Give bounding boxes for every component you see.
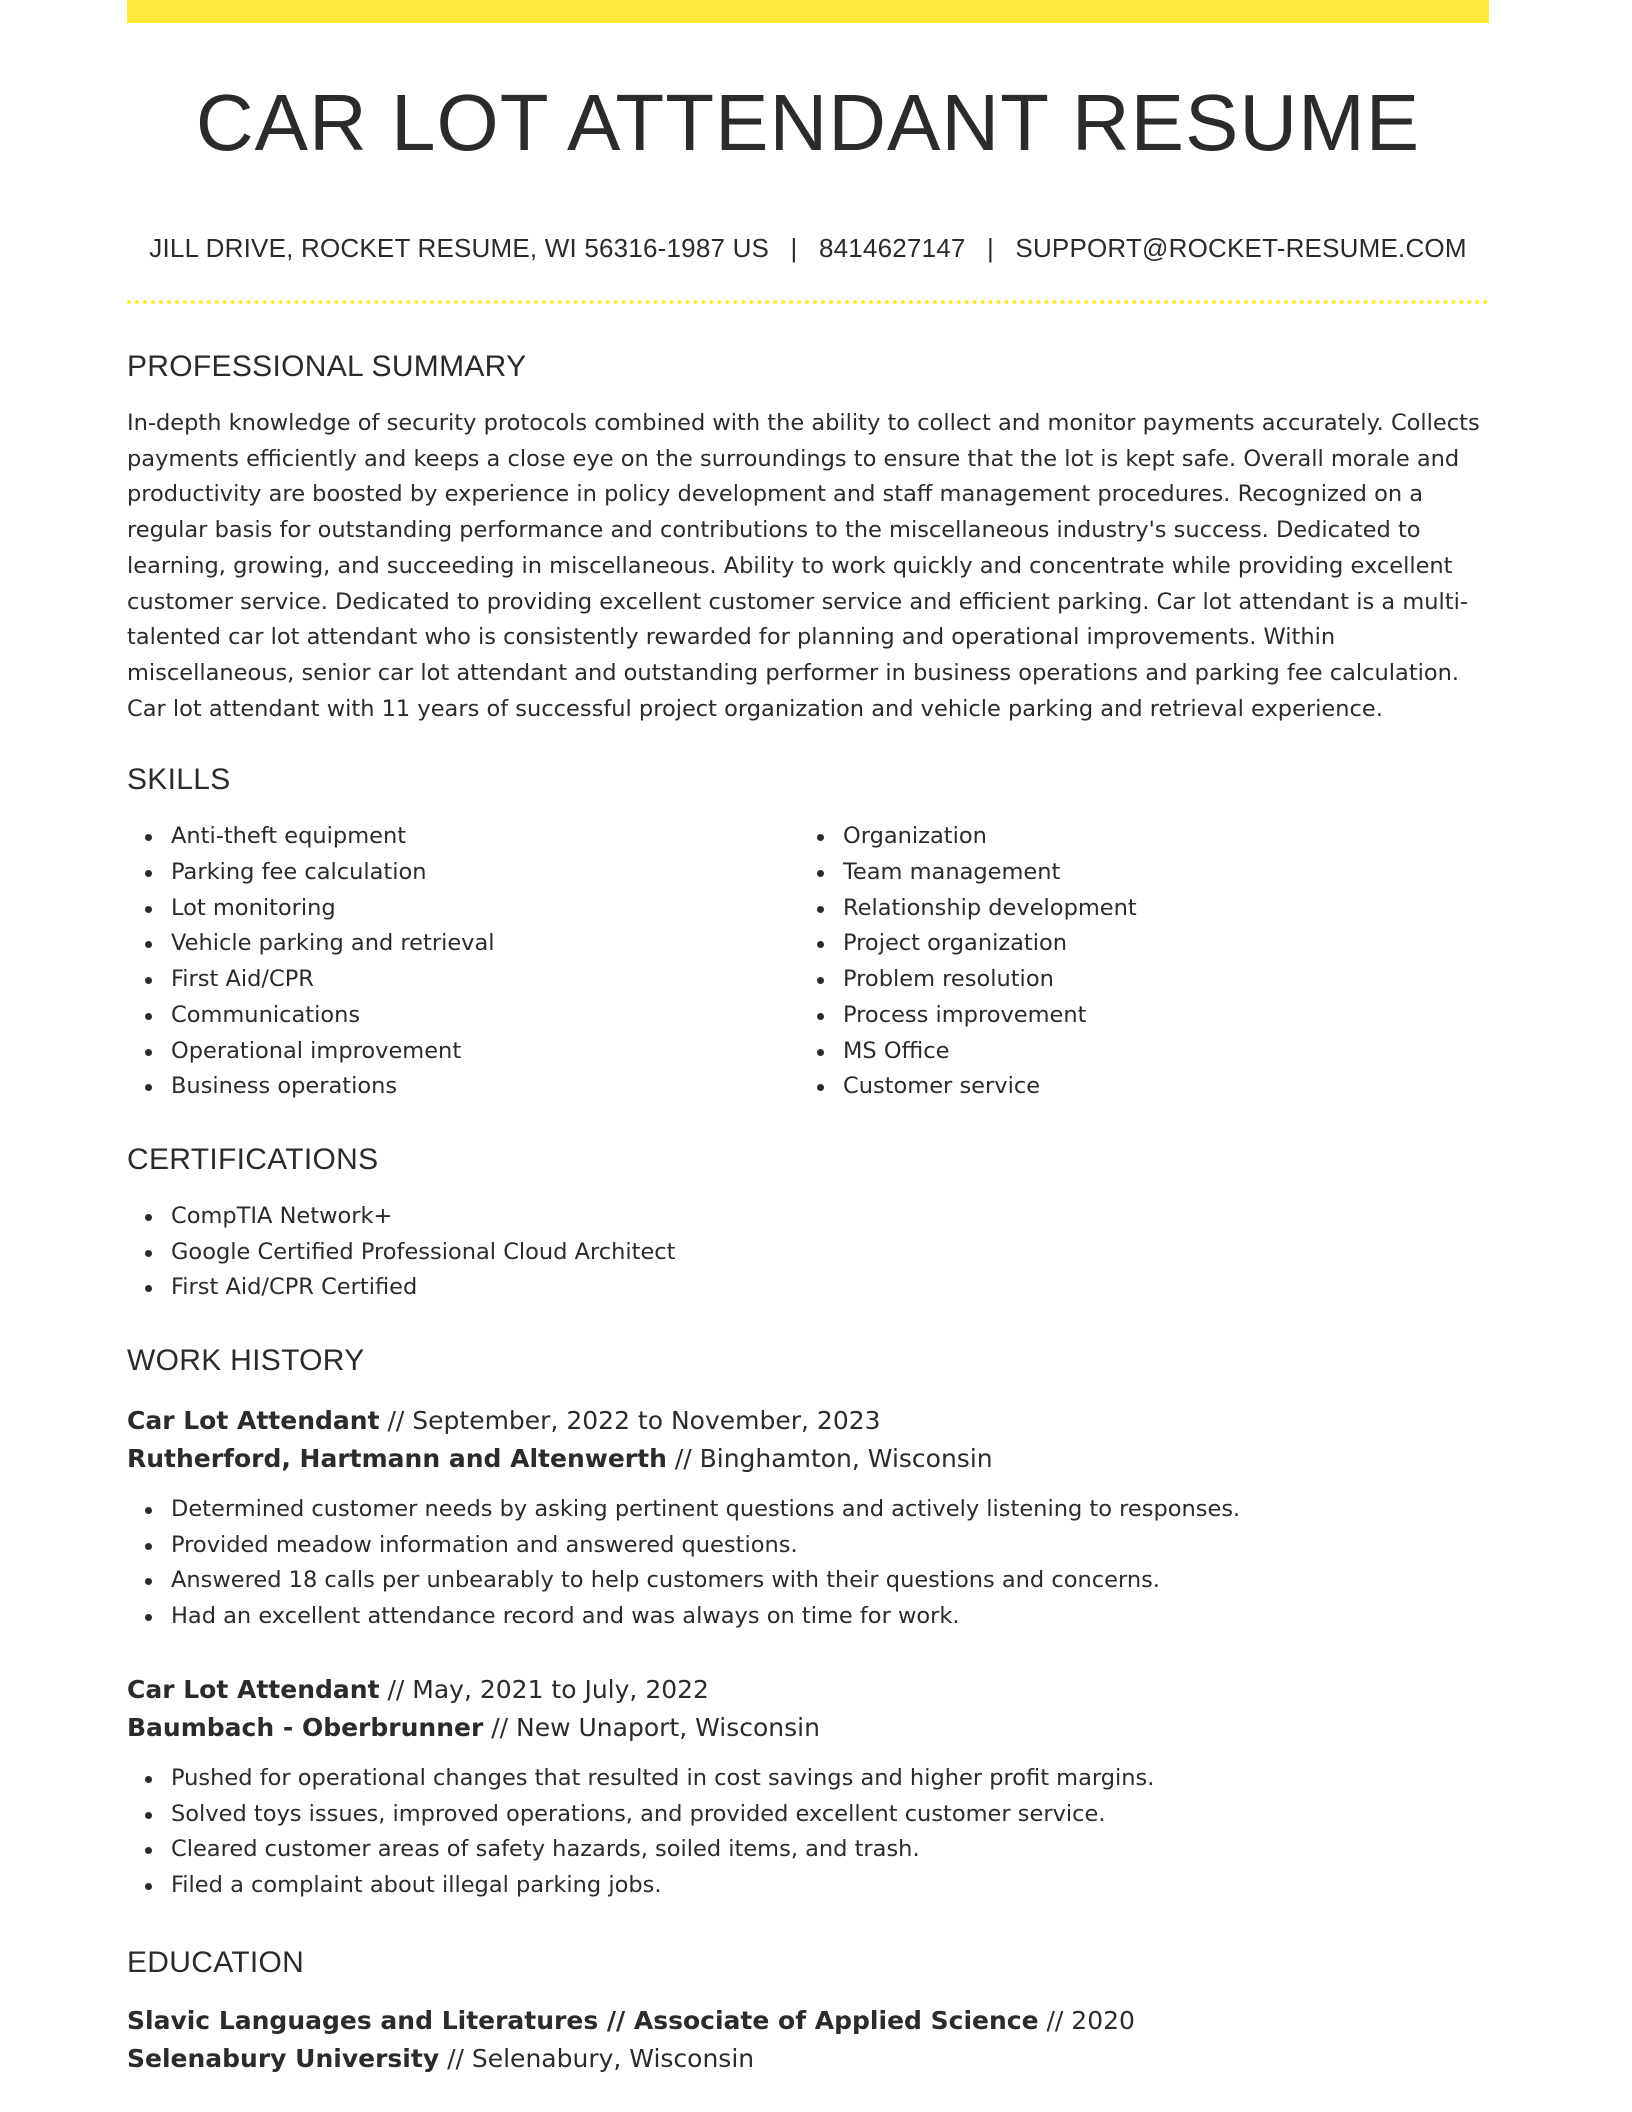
skill-item: Problem resolution (843, 962, 1471, 998)
summary-text: In-depth knowledge of security protocols combined with the ability to collect and monitor payments accurately. Collects payments efficiently and keeps a close eye on the surroundings to ensure that the lot is kept safe. Overall morale and productivity are boosted by experience in policy development and staff management procedures. Recognized on a regular basis for outstanding performance and contributions to the miscellaneous industry's success. Dedicated to learning, growing, and succeeding in miscellaneous. Ability to work quickly and concentrate while providing excellent customer service. Dedicated to providing excellent customer service and efficient parking. Car lot attendant is a multi-talented car lot attendant who is consistently rewarded for planning and operational improvements. Within miscellaneous, senior car lot attendant and outstanding performer in business operations and parking fee calculation. Car lot attendant with 11 years of successful project organization and vehicle parking and retrieval experience. (127, 410, 1480, 722)
education-school-line (127, 2040, 1489, 2078)
skill-item: Business operations (171, 1069, 799, 1105)
job-duty-item: Filed a complaint about illegal parking jobs. (171, 1868, 1489, 1904)
resume-title: CAR LOT ATTENDANT RESUME (195, 78, 1421, 167)
skill-item: Organization (843, 819, 1471, 855)
job-duty-item: Provided meadow information and answered questions. (171, 1528, 1489, 1564)
education-degree: Slavic Languages and Literatures // Associate of Applied Science (127, 2005, 1039, 2035)
job-location: // Binghamton, Wisconsin (666, 1444, 993, 1474)
education-year: // 2020 (1038, 2005, 1135, 2035)
job-title: Car Lot Attendant (127, 1674, 380, 1704)
job-title-line (127, 1671, 1489, 1709)
contact-separator: | (987, 233, 994, 263)
job-duty-item: Pushed for operational changes that resulted in cost savings and higher profit margins. (171, 1761, 1489, 1797)
certification-item: First Aid/CPR Certified (171, 1270, 1489, 1306)
work-history-heading: WORK HISTORY (127, 1344, 365, 1378)
job-duties-list (127, 1761, 1489, 1904)
job-location: // New Unaport, Wisconsin (483, 1712, 820, 1742)
job-company-line (127, 1709, 1489, 1747)
job-title-line (127, 1402, 1489, 1440)
skill-item: First Aid/CPR (171, 962, 799, 998)
skill-item: Customer service (843, 1069, 1471, 1105)
certifications-list (127, 1199, 1489, 1306)
dotted-divider (127, 300, 1489, 304)
certification-item: CompTIA Network+ (171, 1199, 1489, 1235)
job-dates: // May, 2021 to July, 2022 (379, 1674, 709, 1704)
job-duty-item: Had an excellent attendance record and was always on time for work. (171, 1599, 1489, 1635)
education-school: Selenabury University (127, 2043, 440, 2073)
contact-phone: 8414627147 (818, 233, 966, 263)
skill-item: Communications (171, 998, 799, 1034)
contact-separator: | (790, 233, 798, 263)
skill-item: Lot monitoring (171, 891, 799, 927)
accent-top-bar (127, 0, 1489, 23)
education-heading: EDUCATION (127, 1945, 305, 1979)
skills-list-left (127, 819, 799, 1105)
skill-item: MS Office (843, 1034, 1471, 1070)
job-company: Baumbach - Oberbrunner (127, 1712, 484, 1742)
job-duty-item: Solved toys issues, improved operations, and provided excellent customer service. (171, 1797, 1489, 1833)
skill-item: Relationship development (843, 891, 1471, 927)
skills-list-right (799, 819, 1471, 1105)
job-duty-item: Answered 18 calls per unbearably to help customers with their questions and concerns. (171, 1563, 1489, 1599)
job-company: Rutherford, Hartmann and Altenwerth (127, 1444, 667, 1474)
job-duty-item: Determined customer needs by asking pertinent questions and actively listening to responses. (171, 1492, 1489, 1528)
skill-item: Project organization (843, 926, 1471, 962)
certifications-heading: CERTIFICATIONS (127, 1142, 379, 1176)
skill-item: Process improvement (843, 998, 1471, 1034)
education-location: // Selenabury, Wisconsin (439, 2043, 755, 2073)
skills-columns (127, 819, 1489, 1105)
skill-item: Team management (843, 855, 1471, 891)
job-duties-list (127, 1492, 1489, 1635)
skill-item: Operational improvement (171, 1034, 799, 1070)
contact-email: SUPPORT@ROCKET-RESUME.COM (1015, 233, 1467, 263)
certification-item: Google Certified Professional Cloud Architect (171, 1235, 1489, 1271)
skills-heading: SKILLS (127, 763, 231, 797)
skill-item: Vehicle parking and retrieval (171, 926, 799, 962)
contact-line (127, 233, 1489, 264)
job-company-line (127, 1440, 1489, 1478)
skill-item: Parking fee calculation (171, 855, 799, 891)
skill-item: Anti-theft equipment (171, 819, 799, 855)
resume-page (127, 0, 1489, 2078)
summary-heading: PROFESSIONAL SUMMARY (127, 350, 527, 383)
education-degree-line (127, 2002, 1489, 2040)
job-duty-item: Cleared customer areas of safety hazards, soiled items, and trash. (171, 1832, 1489, 1868)
job-dates: // September, 2022 to November, 2023 (379, 1406, 881, 1436)
job-title: Car Lot Attendant (127, 1406, 380, 1436)
contact-address: JILL DRIVE, ROCKET RESUME, WI 56316-1987 US (149, 233, 770, 263)
